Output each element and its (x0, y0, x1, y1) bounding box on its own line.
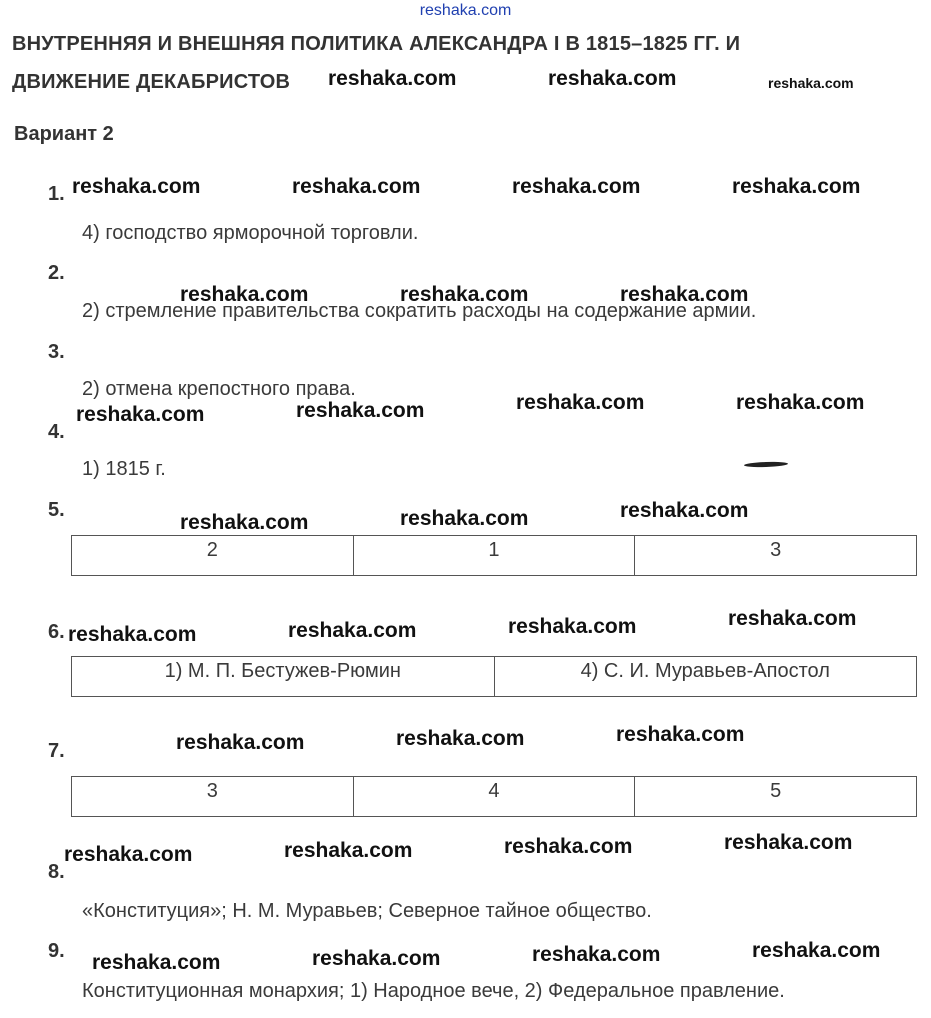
table-cell: 1) М. П. Бестужев-Рюмин (72, 657, 495, 697)
watermark: reshaka.com (516, 391, 645, 414)
question-number-3: 3. (48, 341, 65, 363)
watermark: reshaka.com (508, 615, 637, 638)
question-number-7: 7. (48, 740, 65, 762)
table-cell: 1 (353, 536, 635, 576)
watermark: reshaka.com (396, 727, 525, 750)
answer-table-5 (71, 535, 917, 576)
watermark: reshaka.com (732, 175, 861, 198)
answer-table-7 (71, 776, 917, 817)
watermark: reshaka.com (180, 511, 309, 534)
question-number-4: 4. (48, 421, 65, 443)
ink-mark (744, 461, 788, 468)
watermark: reshaka.com (512, 175, 641, 198)
watermark: reshaka.com (92, 951, 221, 974)
answer-9: Конституционная монархия; 1) Народное вече, 2) Федеральное правление. (82, 980, 785, 1002)
table-cell: 3 (72, 777, 354, 817)
watermark: reshaka.com (64, 843, 193, 866)
table-cell: 4 (353, 777, 635, 817)
watermark: reshaka.com (312, 947, 441, 970)
question-number-9: 9. (48, 940, 65, 962)
watermark: reshaka.com (76, 403, 205, 426)
table-cell: 5 (635, 777, 917, 817)
answer-4: 1) 1815 г. (82, 458, 166, 480)
question-number-8: 8. (48, 861, 65, 883)
answer-table-6 (71, 656, 917, 697)
answer-1: 4) господство ярморочной торговли. (82, 222, 419, 244)
page-title-line-1: ВНУТРЕННЯЯ И ВНЕШНЯЯ ПОЛИТИКА АЛЕКСАНДРА I В 1815–1825 ГГ. И (12, 33, 741, 55)
watermark: reshaka.com (620, 283, 749, 306)
watermark: reshaka.com (728, 607, 857, 630)
watermark: reshaka.com (176, 731, 305, 754)
watermark: reshaka.com (504, 835, 633, 858)
watermark: reshaka.com (724, 831, 853, 854)
watermark: reshaka.com (68, 623, 197, 646)
watermark: reshaka.com (288, 619, 417, 642)
watermark: reshaka.com (180, 283, 309, 306)
answer-3: 2) отмена крепостного права. (82, 378, 356, 400)
watermark: reshaka.com (72, 175, 201, 198)
watermark: reshaka.com (296, 399, 425, 422)
watermark: reshaka.com (400, 507, 529, 530)
watermark: reshaka.com (532, 943, 661, 966)
watermark: reshaka.com (620, 499, 749, 522)
question-number-2: 2. (48, 262, 65, 284)
watermark: reshaka.com (736, 391, 865, 414)
table-cell: 4) С. И. Муравьев-Апостол (494, 657, 917, 697)
watermark: reshaka.com (548, 67, 677, 90)
question-number-1: 1. (48, 183, 65, 205)
watermark: reshaka.com (328, 67, 457, 90)
question-number-6: 6. (48, 621, 65, 643)
watermark: reshaka.com (768, 75, 854, 91)
watermark: reshaka.com (616, 723, 745, 746)
watermark: reshaka.com (292, 175, 421, 198)
watermark: reshaka.com (752, 939, 881, 962)
answer-2: 2) стремление правительства сократить расходы на содержание армии. (82, 300, 757, 322)
watermark: reshaka.com (284, 839, 413, 862)
site-url: reshaka.com (419, 2, 512, 19)
table-cell: 2 (72, 536, 354, 576)
watermark: reshaka.com (400, 283, 529, 306)
table-cell: 3 (635, 536, 917, 576)
answer-8: «Конституция»; Н. М. Муравьев; Северное тайное общество. (82, 900, 652, 922)
question-number-5: 5. (48, 499, 65, 521)
variant-label: Вариант 2 (14, 123, 114, 145)
page-title-line-2: ДВИЖЕНИЕ ДЕКАБРИСТОВ (12, 71, 291, 93)
